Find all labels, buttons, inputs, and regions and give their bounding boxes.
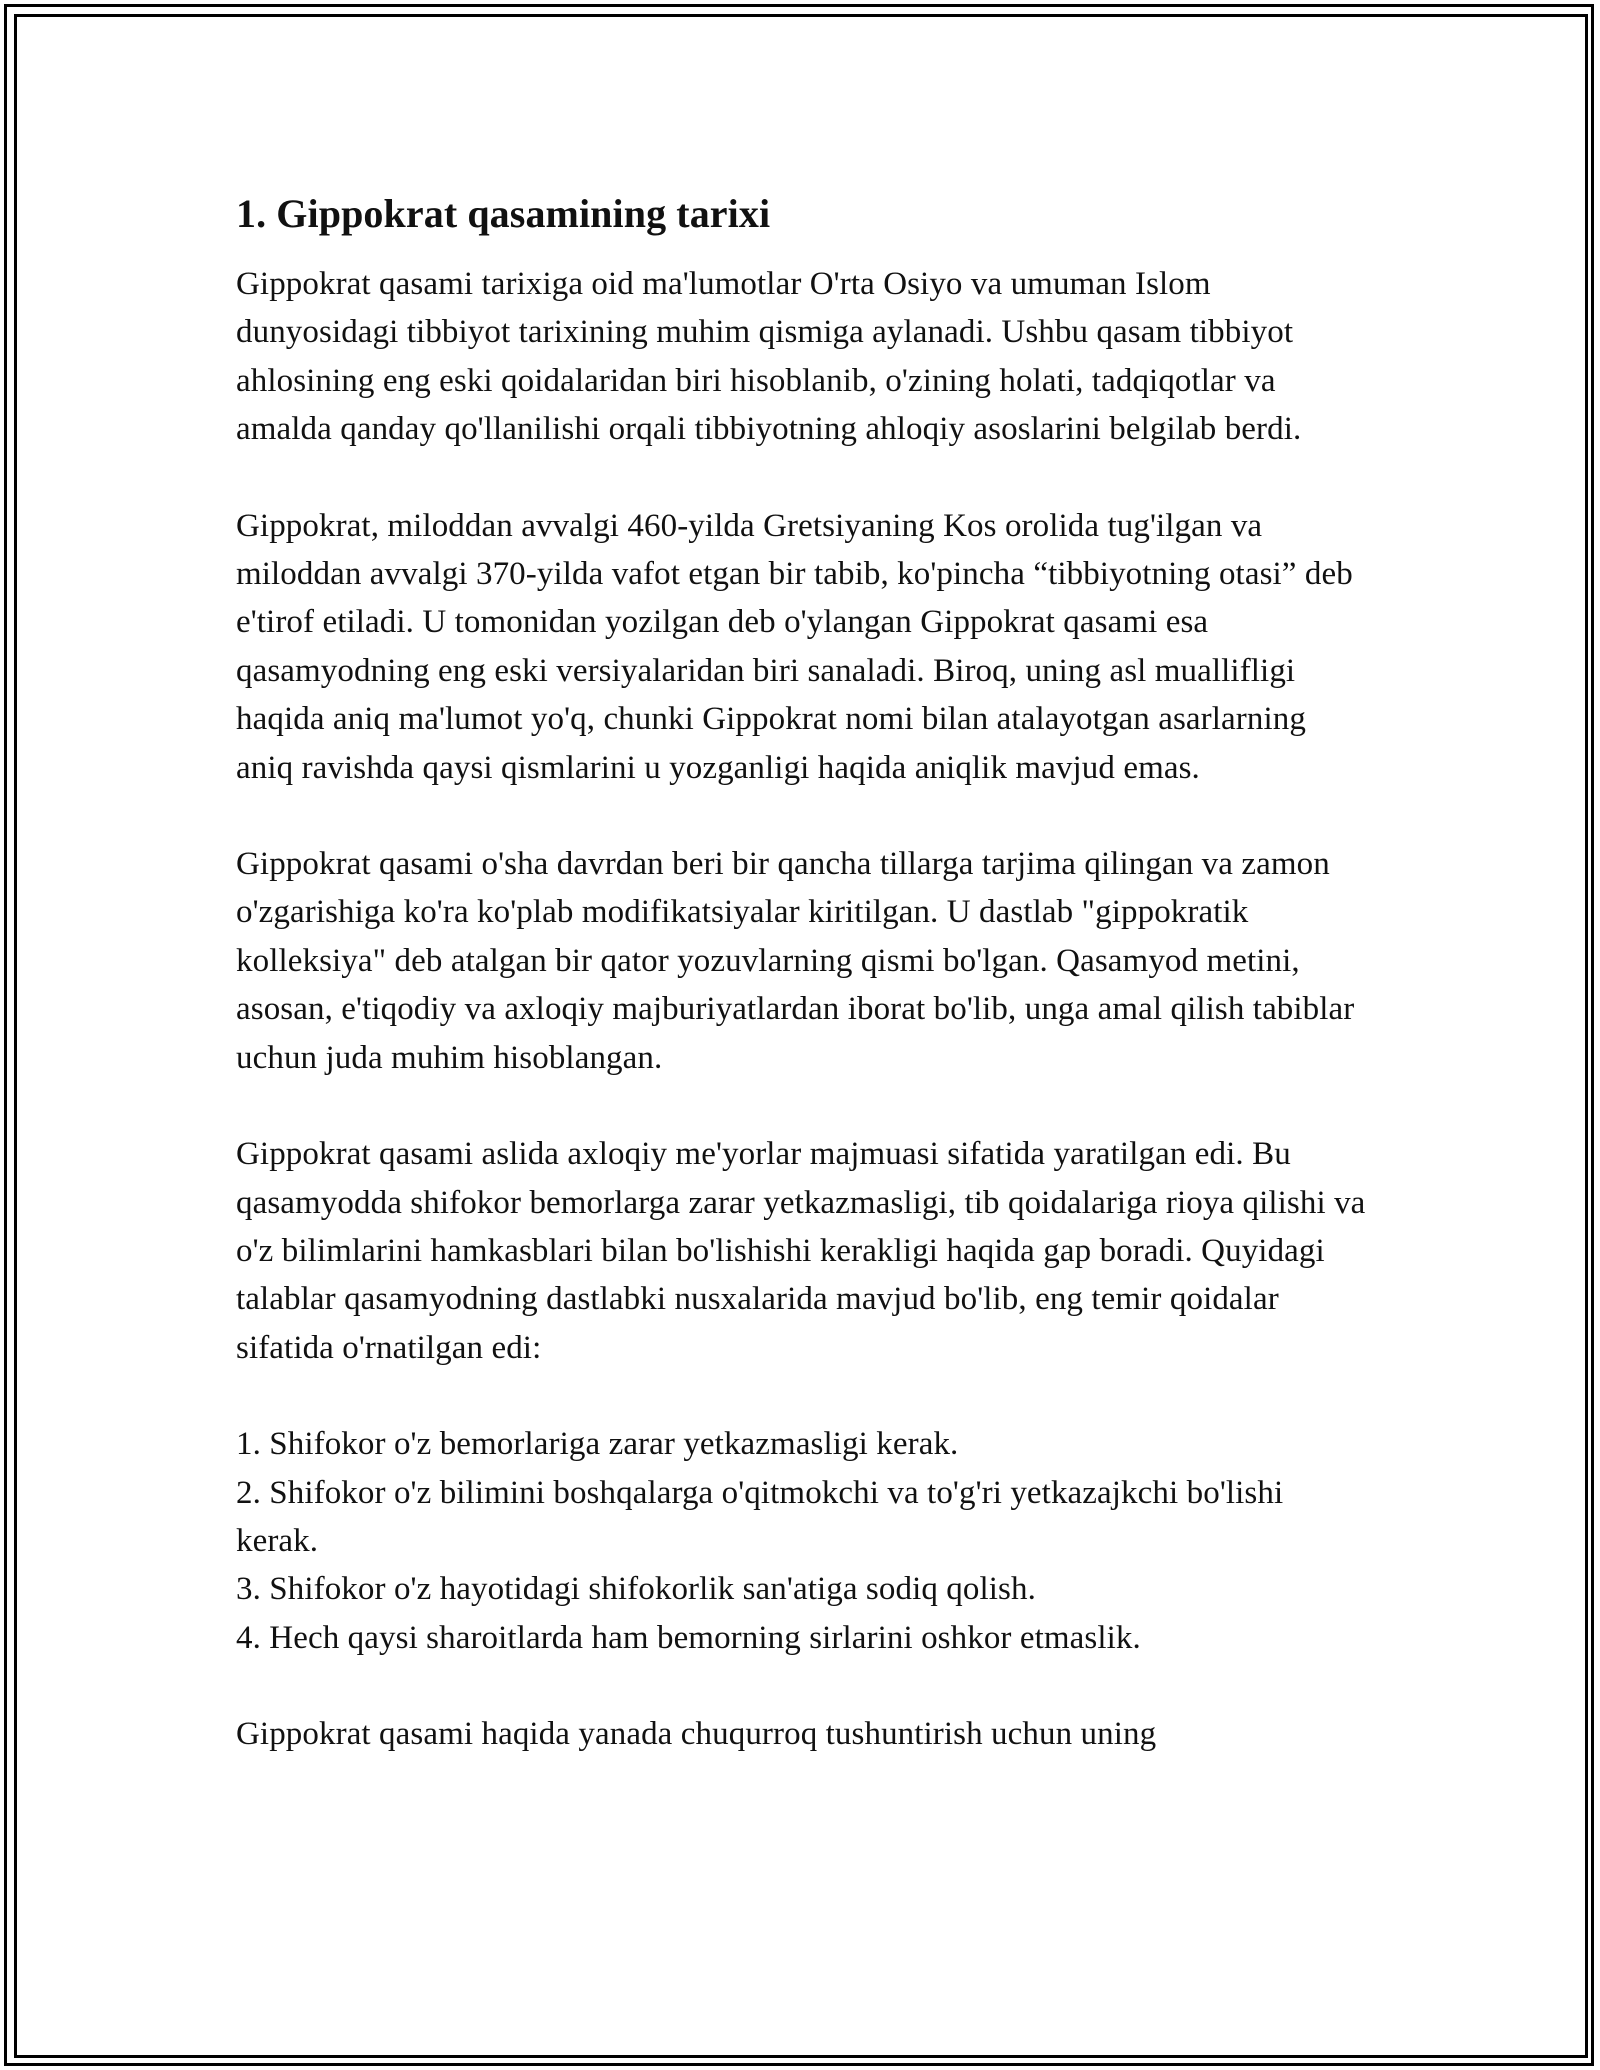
paragraph-hippocrates-biography: Gippokrat, miloddan avvalgi 460-yilda Gretsiyaning Kos orolida tug'ilgan va miloddan avvalgi 370-yilda vafot etgan bir tabib, ko'pincha “tibbiyotning otasi” deb e'tirof etiladi. U tomonidan yozilgan deb o'ylangan Gippokrat qasami esa qasamyodning eng eski versiyalaridan biri sanaladi. Biroq, uning asl muallifligi haqida aniq ma'lumot yo'q, chunki Gippokrat nomi bilan atalayotgan asarlarning aniq ravishda qaysi qismlarini u yozganligi haqida aniqlik mavjud emas. [236, 507, 1353, 786]
paragraph-translations: Gippokrat qasami o'sha davrdan beri bir qancha tillarga tarjima qilingan va zamon o'zgarishiga ko'ra ko'plab modifikatsiyalar kiritilgan. U dastlab "gippokratik kolleksiya" deb atalgan bir qator yozuvlarning qismi bo'lgan. Qasamyod metini, asosan, e'tiqodiy va axloqiy majburiyatlardan iborat bo'lib, unga amal qilish tabiblar uchun juda muhim hisoblangan. [236, 846, 1355, 1076]
list-item: 1. Shifokor o'z bemorlariga zarar yetkazmasligi kerak. [236, 1426, 959, 1463]
list-item: 4. Hech qaysi sharoitlarda ham bemorning sirlarini oshkor etmaslik. [236, 1619, 1141, 1656]
document-page [236, 188, 1366, 1807]
paragraph-continuation: Gippokrat qasami haqida yanada chuqurroq tushuntirish uchun uning [236, 1716, 1157, 1753]
paragraph-intro: Gippokrat qasami tarixiga oid ma'lumotlar O'rta Osiyo va umuman Islom dunyosidagi tibbiyot tarixining muhim qismiga aylanadi. Ushbu qasam tibbiyot ahlosining eng eski qoidalaridan biri hisoblanib, o'zining holati, tadqiqotlar va amalda qanday qo'llanilishi orqali tibbiyotning ahloqiy asoslarini belgilab berdi. [236, 266, 1302, 448]
section-heading: 1. Gippokrat qasamining tarixi [236, 191, 771, 236]
list-item: 2. Shifokor o'z bilimini boshqalarga o'qitmokchi va to'g'ri yetkazajkchi bo'lishi kerak. [236, 1474, 1284, 1559]
paragraph-ethical-norms: Gippokrat qasami aslida axloqiy me'yorlar majmuasi sifatida yaratilgan edi. Bu qasamyodda shifokor bemorlarga zarar yetkazmasligi, tib qoidalariga rioya qilishi va o'z bilimlarini hamkasblari bilan bo'lishishi kerakligi haqida gap boradi. Quyidagi talablar qasamyodning dastlabki nusxalarida mavjud bo'lib, eng temir qoidalar sifatida o'rnatilgan edi: [236, 1136, 1366, 1366]
oath-requirements-list [236, 1420, 1366, 1662]
list-item: 3. Shifokor o'z hayotidagi shifokorlik san'atiga sodiq qolish. [236, 1571, 1036, 1608]
